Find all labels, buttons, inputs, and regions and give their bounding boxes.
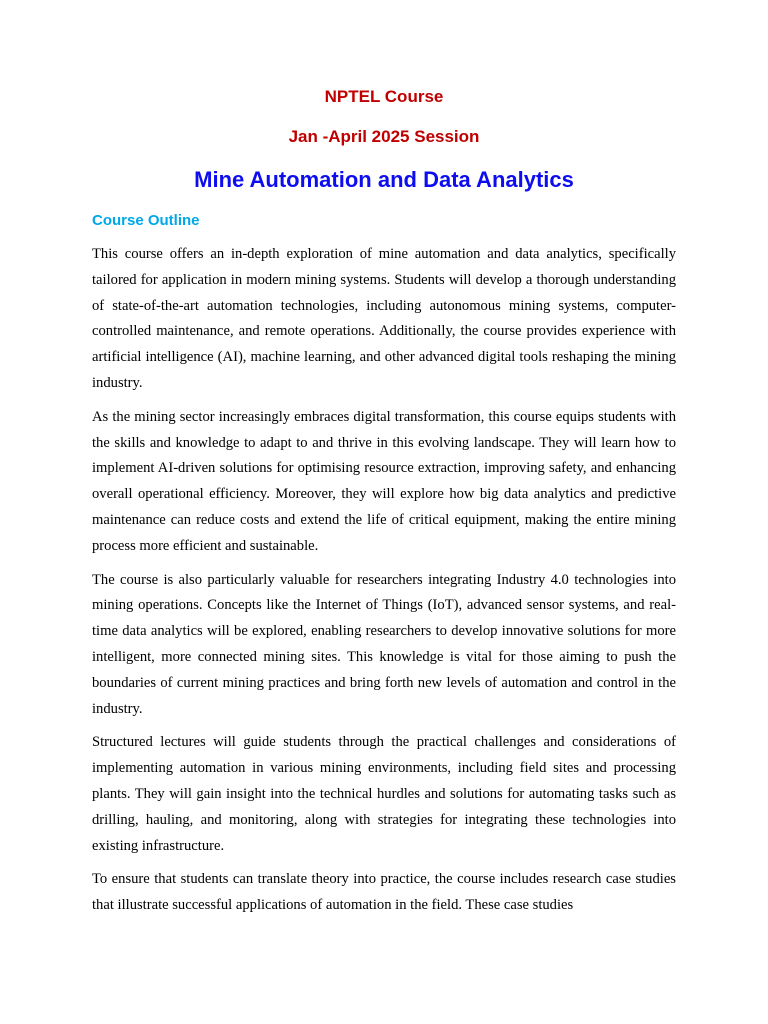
- course-outline-heading: Course Outline: [92, 212, 200, 229]
- course-label: NPTEL Course: [324, 87, 444, 106]
- course-outline-body: [92, 242, 676, 927]
- outline-paragraph-4: Structured lectures will guide students through the practical challenges and considerations of implementing automation in various mining environments, including field sites and processing plants. They will gain insight into the technical hurdles and solutions for automating tasks such as drilling, hauling, and monitoring, along with strategies for integrating these technologies into existing infrastructure.: [92, 734, 676, 854]
- session-label: Jan -April 2025 Session: [288, 127, 480, 146]
- outline-paragraph-2: As the mining sector increasingly embraces digital transformation, this course equips students with the skills and knowledge to adapt to and thrive in this evolving landscape. They will learn how to implement AI-driven solutions for optimising resource extraction, improving safety, and enhancing overall operational efficiency. Moreover, they will explore how big data analytics and predictive maintenance can reduce costs and extend the life of critical equipment, making the entire mining process more efficient and sustainable.: [92, 408, 676, 554]
- outline-paragraph-3: The course is also particularly valuable for researchers integrating Industry 4.0 technologies into mining operations. Concepts like the Internet of Things (IoT), advanced sensor systems, and real-time data analytics will be explored, enabling researchers to develop innovative solutions for more intelligent, more connected mining sites. This knowledge is vital for those aiming to push the boundaries of current mining practices and bring forth new levels of automation and control in the industry.: [92, 571, 676, 717]
- course-title: Mine Automation and Data Analytics: [194, 167, 574, 192]
- outline-paragraph-5: To ensure that students can translate theory into practice, the course includes research case studies that illustrate successful applications of automation in the field. These case studies: [92, 871, 676, 914]
- outline-paragraph-1: This course offers an in-depth exploration of mine automation and data analytics, specifically tailored for application in modern mining systems. Students will develop a thorough understanding of state-of-the-art automation technologies, including autonomous mining systems, computer-controlled maintenance, and remote operations. Additionally, the course provides experience with artificial intelligence (AI), machine learning, and other advanced digital tools reshaping the mining industry.: [92, 246, 676, 391]
